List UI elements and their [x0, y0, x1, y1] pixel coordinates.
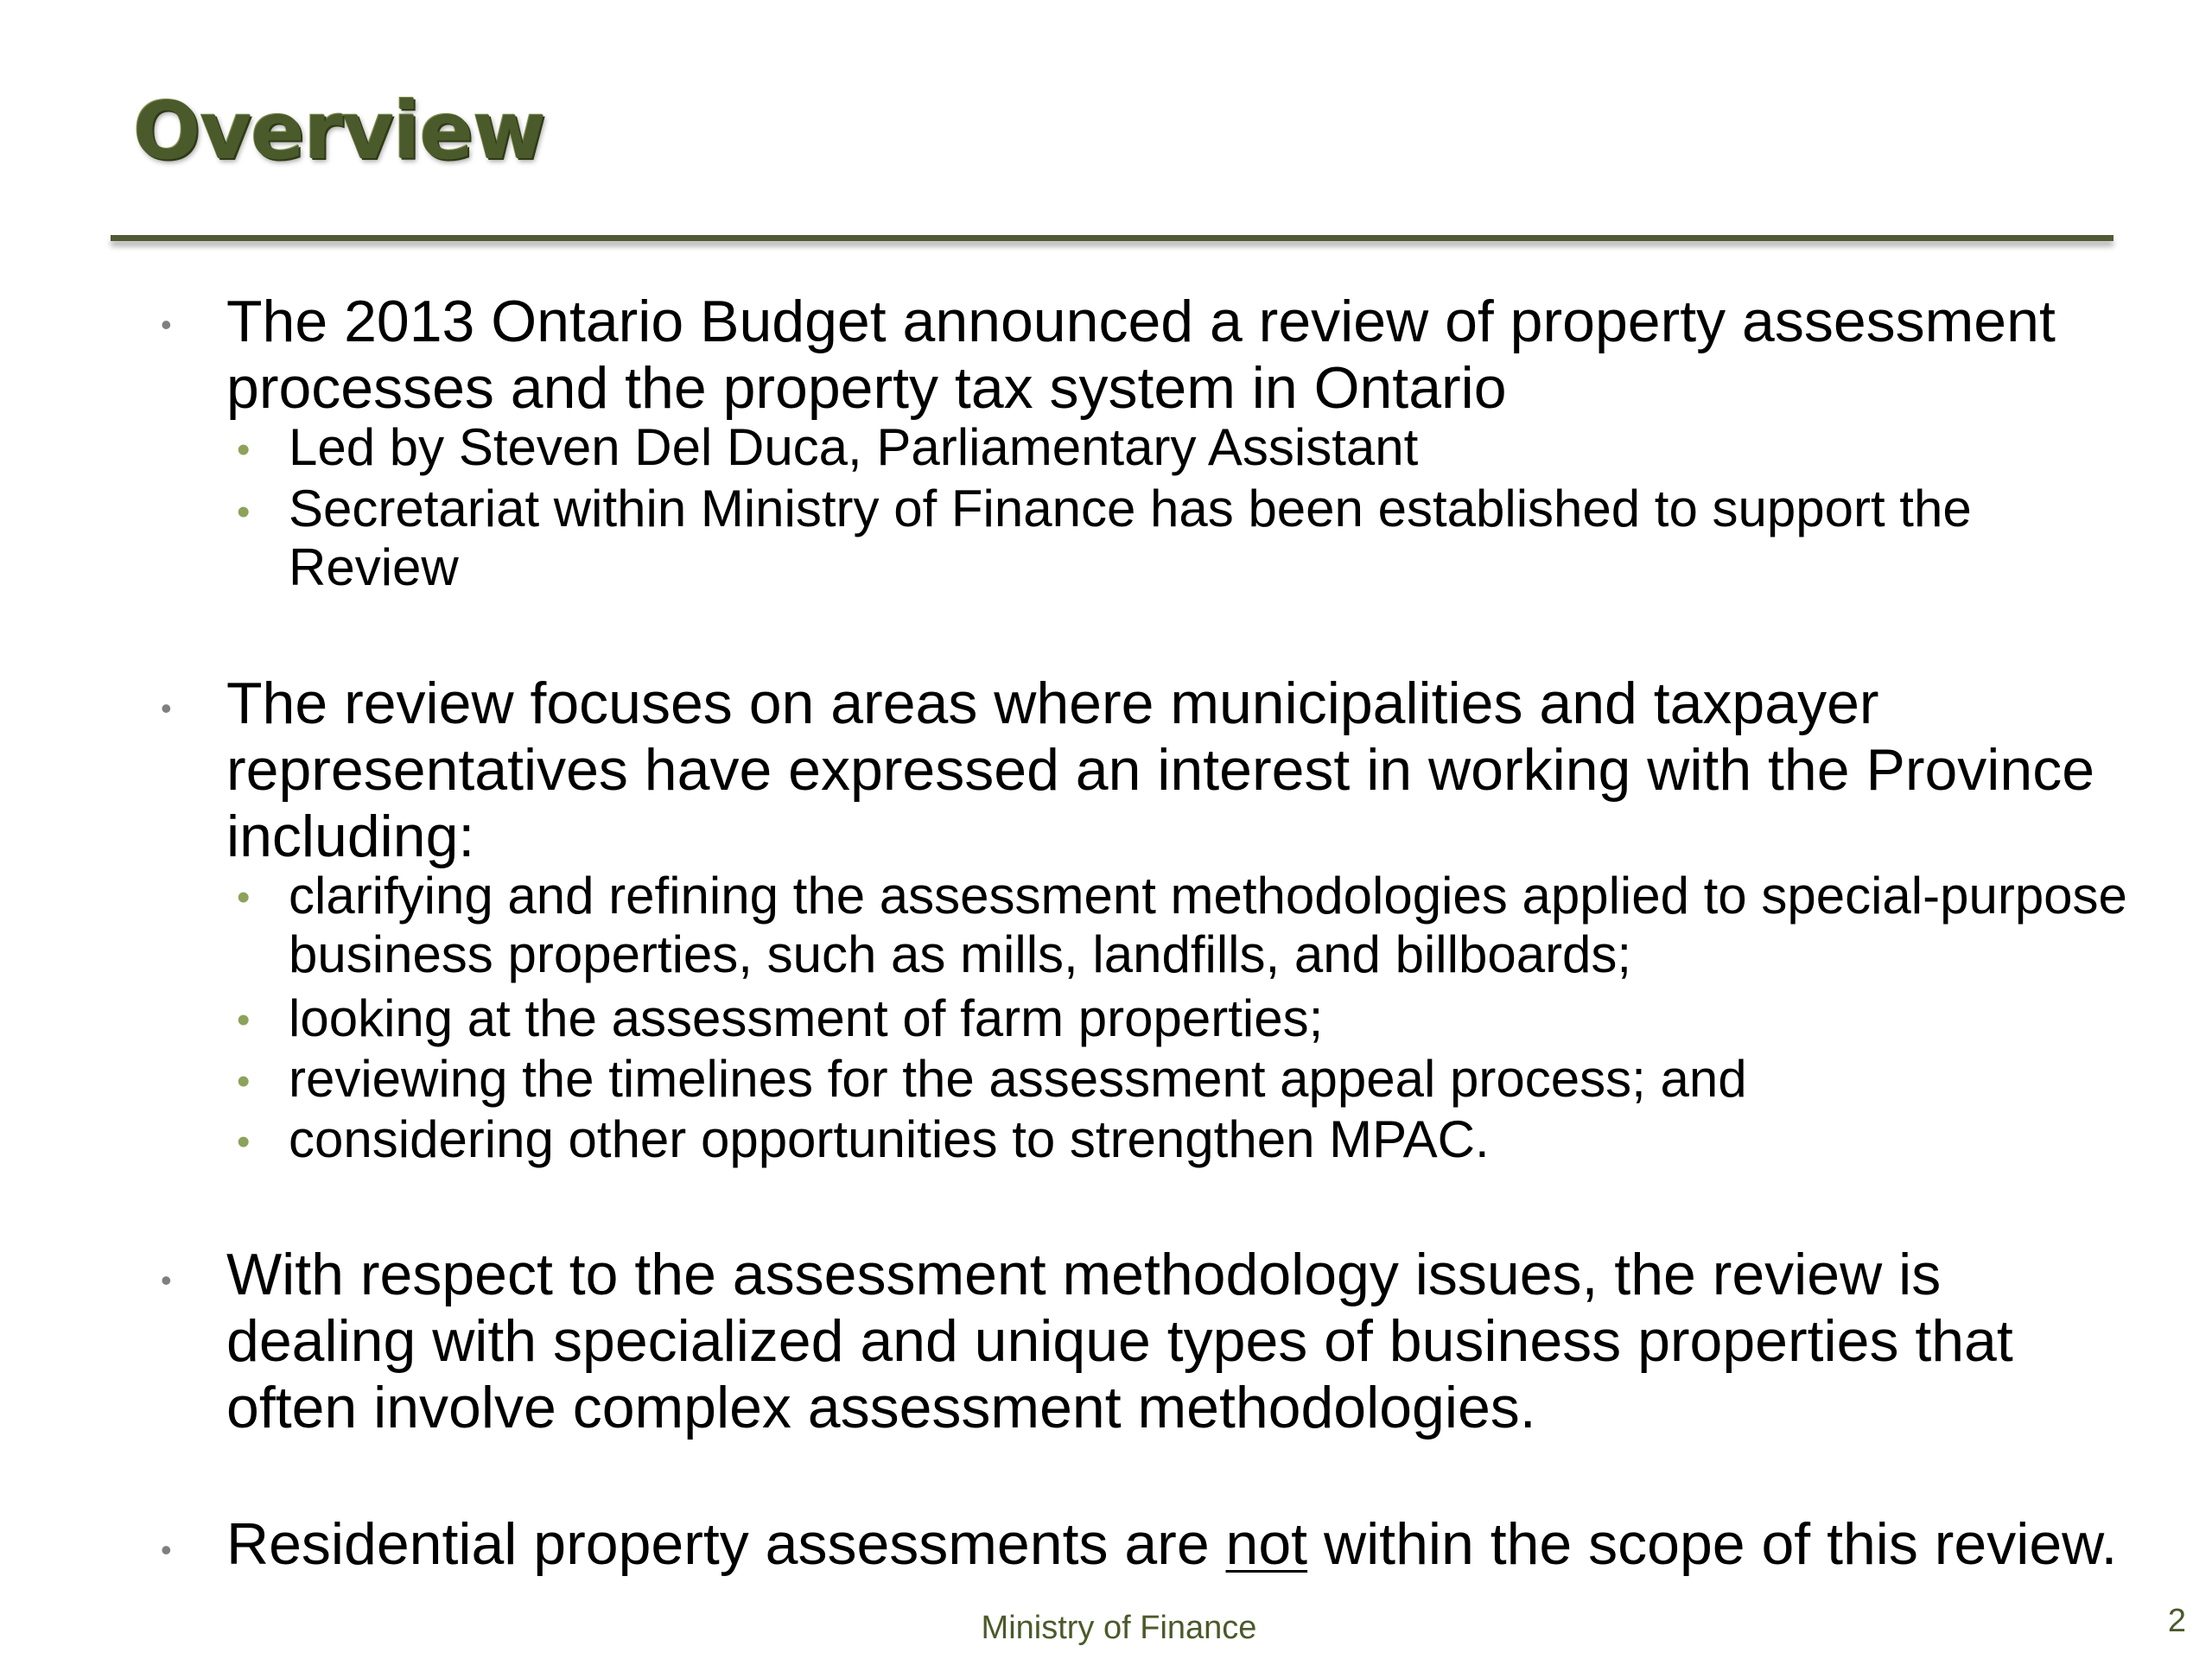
footer-ministry: Ministry of Finance	[981, 1610, 1257, 1646]
sub-bullet-dot: •	[237, 999, 251, 1041]
sub-bullet-text: Secretariat within Ministry of Finance has been established to support the Review	[289, 480, 1972, 596]
bullet-dot: •	[161, 1532, 172, 1567]
sub-bullet-text: considering other opportunities to strengthen MPAC.	[289, 1110, 1490, 1168]
bullet-text-3: With respect to the assessment methodology issues, the review is dealing with specialized and unique types of business properties that often involve complex assessment methodologies.	[226, 1242, 2013, 1440]
sub-bullet-dot: •	[237, 429, 251, 471]
sub-bullet-dot: •	[237, 1121, 251, 1163]
sub-bullet-text: reviewing the timelines for the assessment appeal process; and	[289, 1050, 1747, 1108]
bullet-text-2: The review focuses on areas where municipalities and taxpayer representatives have expressed an interest in working with the Province including:	[226, 671, 2095, 869]
sub-bullet-dot: •	[237, 1060, 251, 1103]
sub-bullet-text: looking at the assessment of farm properties;	[289, 989, 1324, 1047]
bullet-text-4-before: Residential property assessments are	[226, 1511, 1226, 1577]
bullet-text-1: The 2013 Ontario Budget announced a review of property assessment processes and the property tax system in Ontario	[226, 289, 2056, 421]
sub-bullet-text: clarifying and refining the assessment methodologies applied to special-purpose business properties, such as mills, landfills, and billboards;	[289, 867, 2127, 983]
emphasis-not: not	[1225, 1511, 1308, 1577]
bullet-text-4-after: within the scope of this review.	[1307, 1511, 2118, 1577]
bullet-text-4	[226, 1511, 2136, 1578]
bullet-dot: •	[161, 690, 172, 726]
sub-bullet-dot: •	[237, 876, 251, 918]
title-divider	[111, 235, 2113, 241]
bullet-dot: •	[161, 1262, 172, 1298]
slide-title: Overview	[133, 85, 545, 177]
page-number: 2	[2167, 1603, 2186, 1639]
sub-bullet-text: Led by Steven Del Duca, Parliamentary Assistant	[289, 418, 1419, 476]
bullet-dot: •	[161, 307, 172, 342]
sub-bullet-dot: •	[237, 491, 251, 533]
